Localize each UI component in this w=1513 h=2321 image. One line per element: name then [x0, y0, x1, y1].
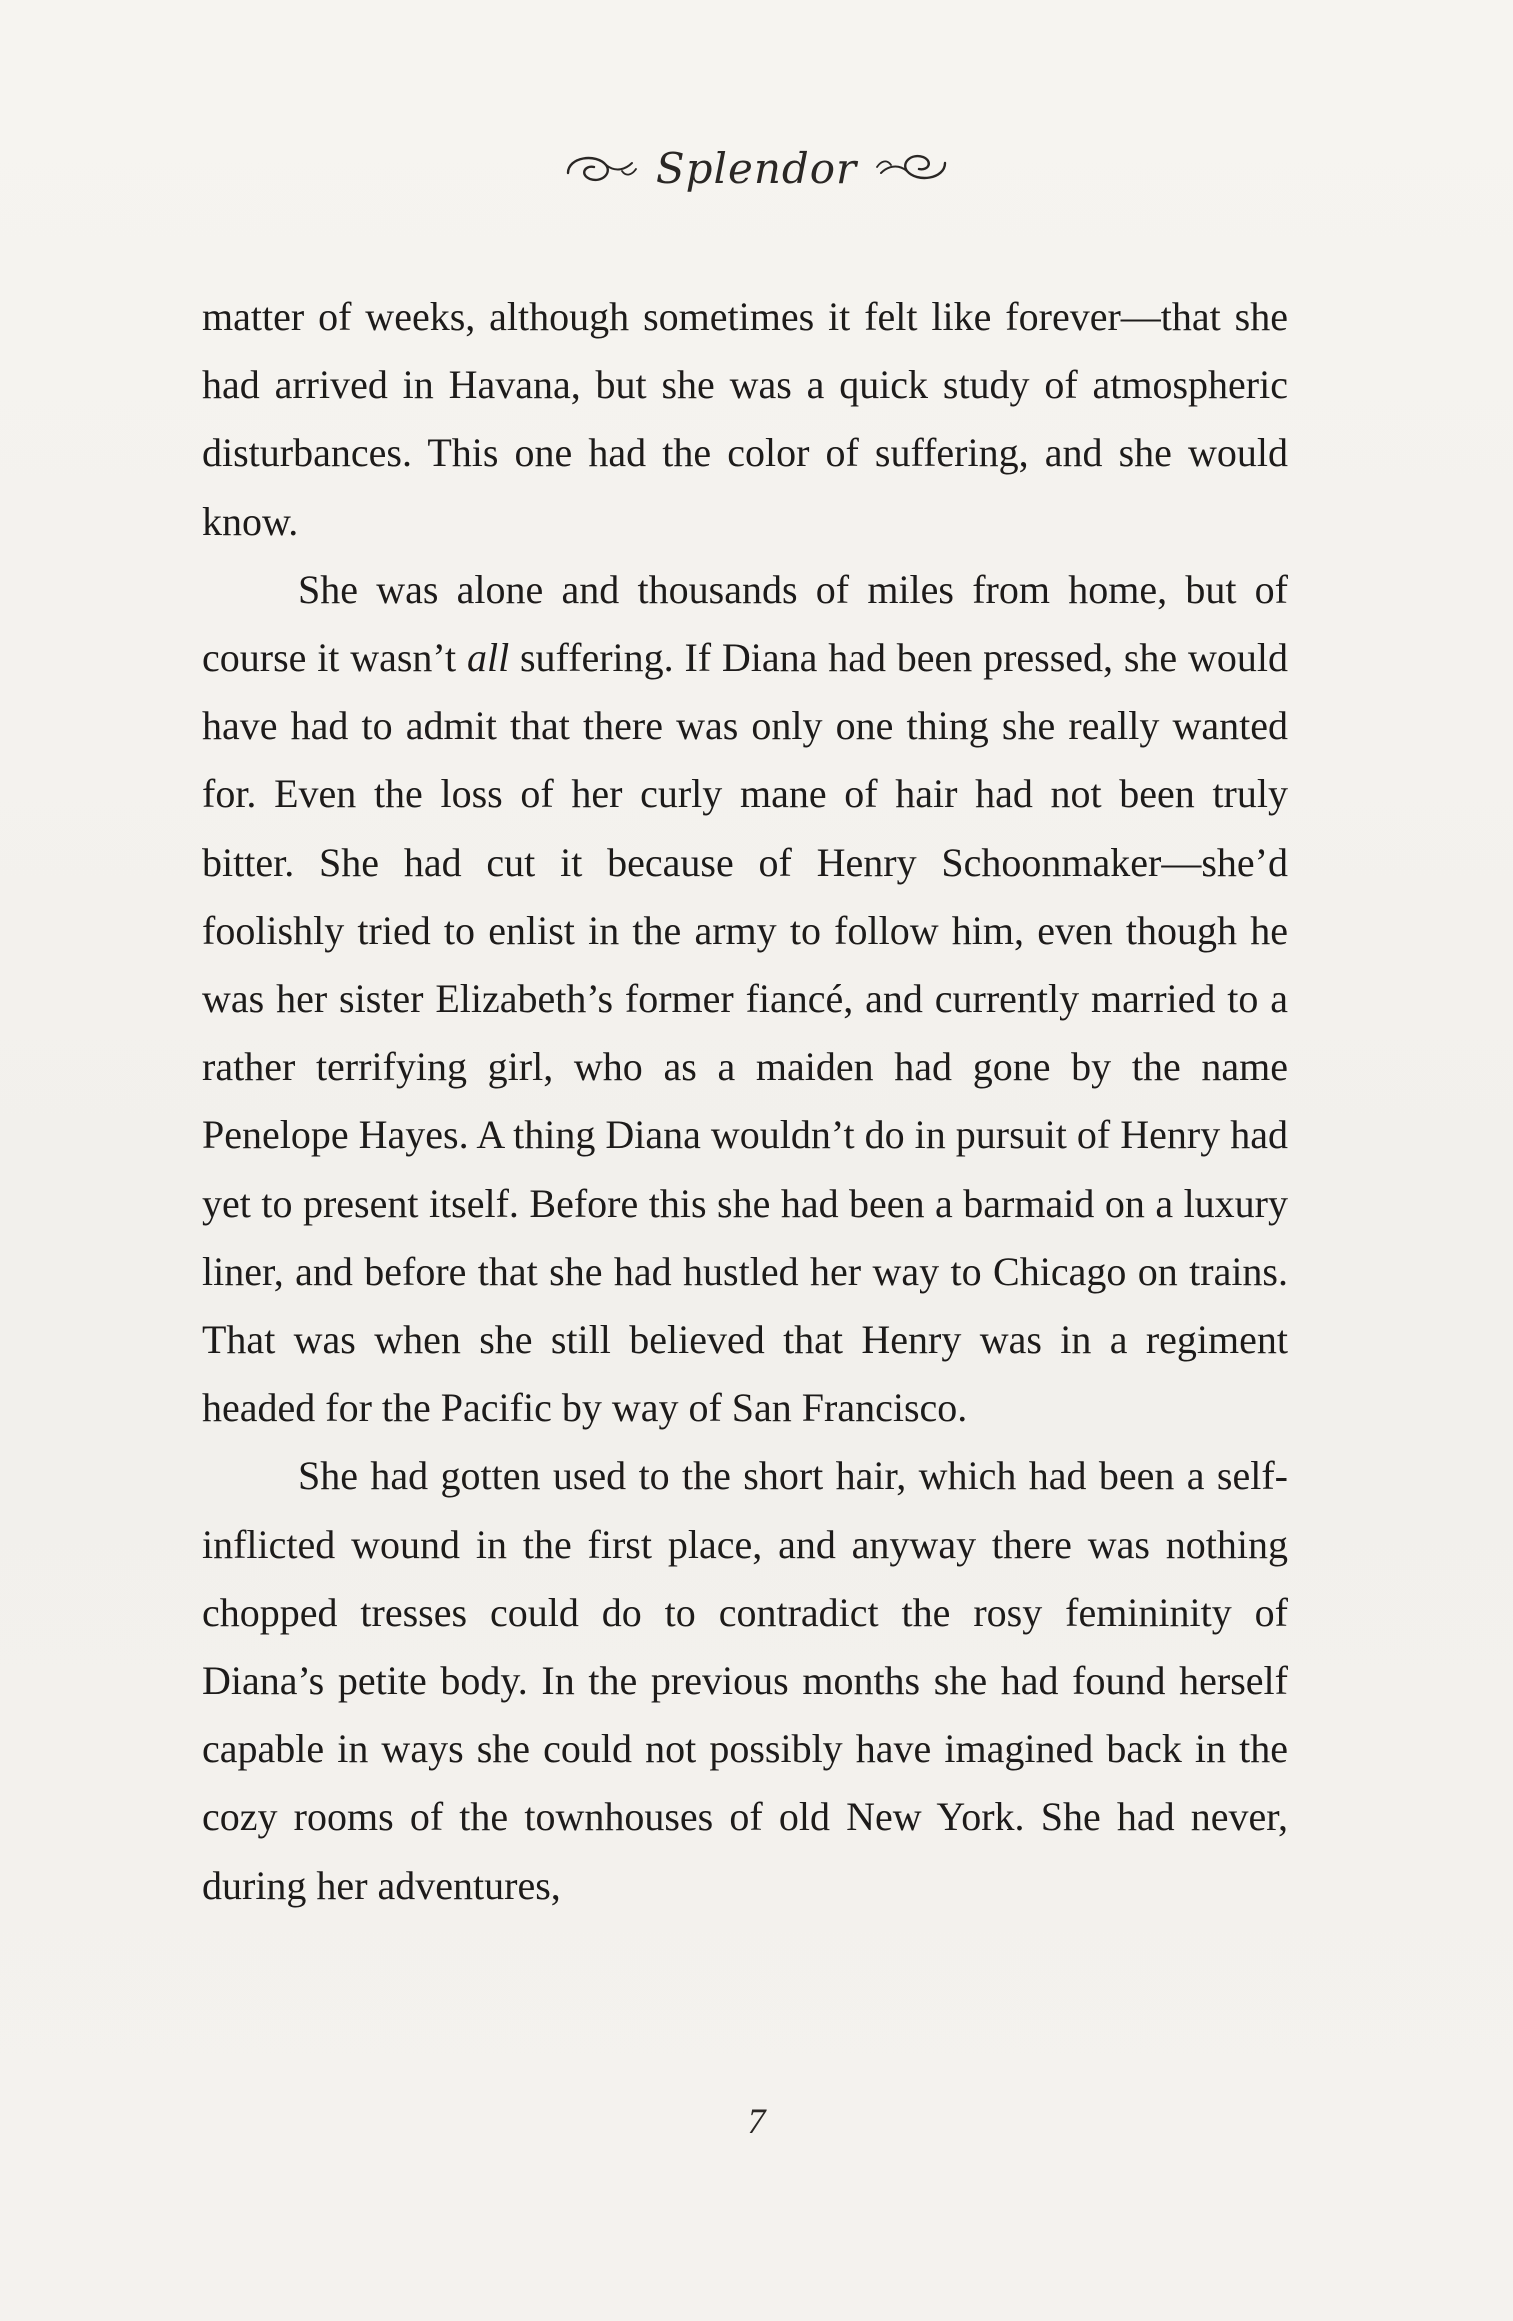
paragraph — [202, 556, 1288, 1443]
scroll-flourish-right-icon — [871, 143, 951, 193]
scroll-flourish-left-icon — [562, 143, 642, 193]
running-header — [0, 128, 1513, 208]
running-title: Splendor — [655, 143, 858, 193]
paragraph — [202, 1442, 1288, 1919]
page-number: 7 — [747, 2101, 766, 2141]
text-run: She had gotten used to the short hair, which had been a self-inflicted wound in the first place, and anyway there was nothing chopped tresses could do to contradict the rosy femininity of Diana’s petite body. In the previous months she had found herself capable in ways she could not possibly have imagined back in the cozy rooms of the townhouses of old New York. She had never, during her adventures, — [202, 1453, 1288, 1908]
text-run: She was alone and thousands of miles from home, but of course it wasn’t — [202, 566, 1288, 681]
paragraph — [202, 283, 1288, 556]
text-run: suffering. If Diana had been pressed, she would have had to admit that there was only one thing she really wanted for. Even the loss of her curly mane of hair had not been truly bitter. She had cut it because of Henry Schoonmaker—she’d foolishly tried to enlist in the army to follow him, even though he was her sister Elizabeth’s former fiancé, and currently married to a rather terrifying girl, who as a maiden had gone by the name Penelope Hayes. A thing Diana wouldn’t do in pursuit of Henry had yet to present itself. Before this she had been a barmaid on a luxury liner, and before that she had hustled her way to Chicago on trains. That was when she still believed that Henry was in a regiment headed for the Pacific by way of San Francisco. — [202, 635, 1288, 1431]
text-run: matter of weeks, although sometimes it felt like forever—that she had arrived in Havana, but she was a quick study of atmospheric disturbances. This one had the color of suffering, and she would know. — [202, 294, 1288, 544]
body-text — [202, 283, 1288, 1920]
italic-emphasis: all — [466, 635, 510, 681]
